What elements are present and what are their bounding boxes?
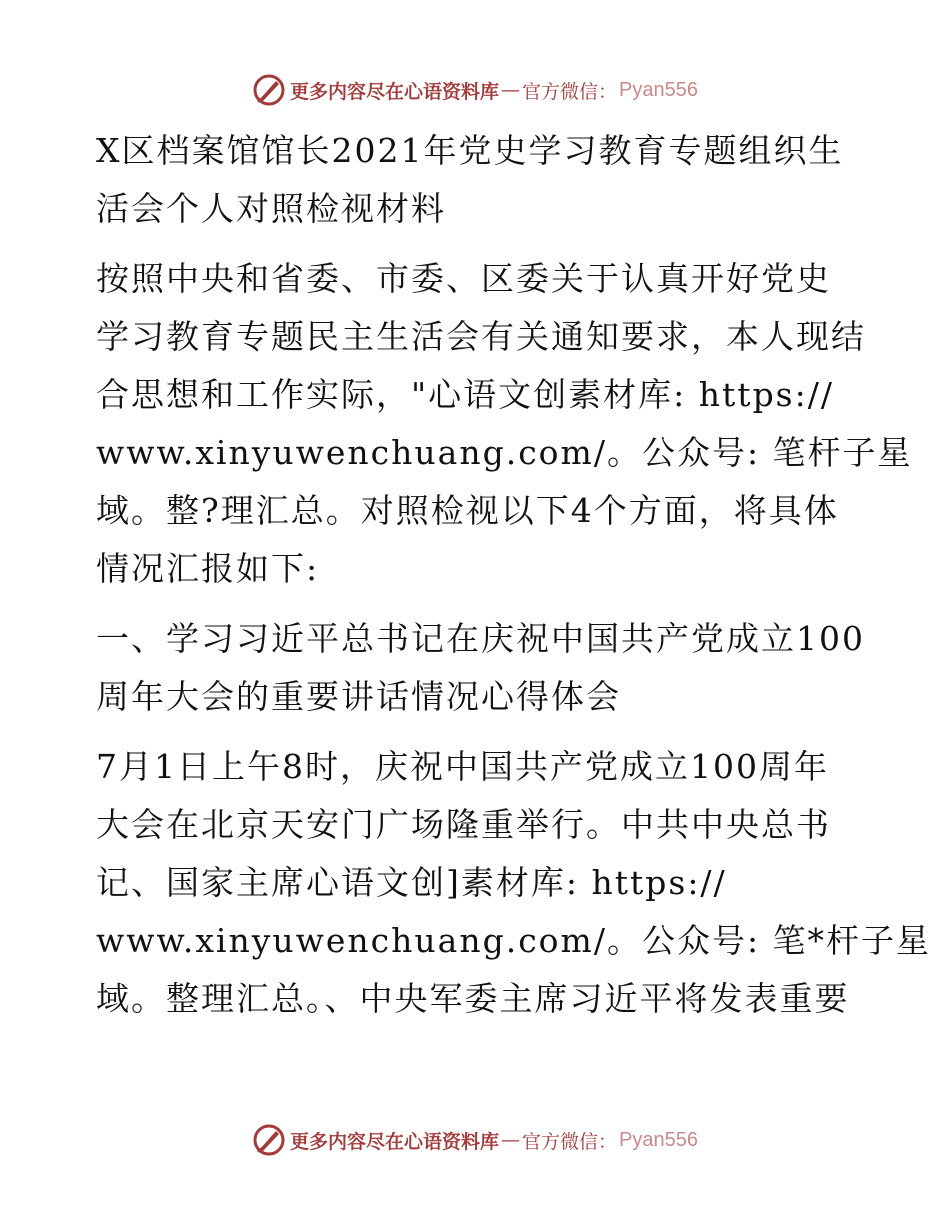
banner-wechat-label: 官方微信： [522,80,618,103]
banner-wechat-id: Pyan556 [619,1128,698,1151]
banner-wechat-label: 官方微信： [522,1130,618,1153]
footer-watermark-banner [0,1120,950,1160]
heading-line: 一、学习习近平总书记在庆祝中国共产党成立100 [96,619,865,658]
body-paragraph [96,738,932,1028]
banner-main-text: 更多内容尽在心语资料库 [290,80,500,103]
paragraph-line: 按照中央和省委、市委、区委关于认真开好党史 [96,259,831,298]
section-heading [96,610,865,726]
paragraph-line: 合思想和工作实际，"心语文创素材库: https:// [96,375,834,414]
paragraph-line: 学习教育专题民主生活会有关通知要求，本人现结 [96,317,866,356]
paragraph-line: www.xinyuwenchuang.com/。公众号: 笔*杆子星 [96,921,932,960]
banner-wechat-id: Pyan556 [619,78,698,101]
paragraph-line: 情况汇报如下: [96,549,320,588]
paragraph-line: www.xinyuwenchuang.com/。公众号: 笔杆子星 [96,433,913,472]
document-title [96,122,856,238]
intro-paragraph [96,250,913,598]
banner-dash: — [501,1129,521,1151]
title-line: 活会个人对照检视材料 [96,189,446,228]
banner-dash: — [501,79,521,101]
quill-logo-icon [252,73,286,107]
paragraph-line: 域。整理汇总。、中央军委主席习近平将发表重要 [96,979,850,1018]
title-line: X区档案馆馆长2021年党史学习教育专题组织生 [96,131,844,170]
quill-logo-icon [252,1123,286,1157]
paragraph-line: 大会在北京天安门广场隆重举行。中共中央总书 [96,805,831,844]
header-watermark-banner [0,70,950,110]
paragraph-line: 7月1日上午8时，庆祝中国共产党成立100周年 [96,747,829,786]
heading-line: 周年大会的重要讲话情况心得体会 [96,677,621,716]
document-body [96,122,932,1040]
banner-main-text: 更多内容尽在心语资料库 [290,1130,500,1153]
paragraph-line: 记、国家主席心语文创]素材库: https:// [96,863,727,902]
paragraph-line: 域。整?理汇总。对照检视以下4个方面，将具体 [96,491,839,530]
